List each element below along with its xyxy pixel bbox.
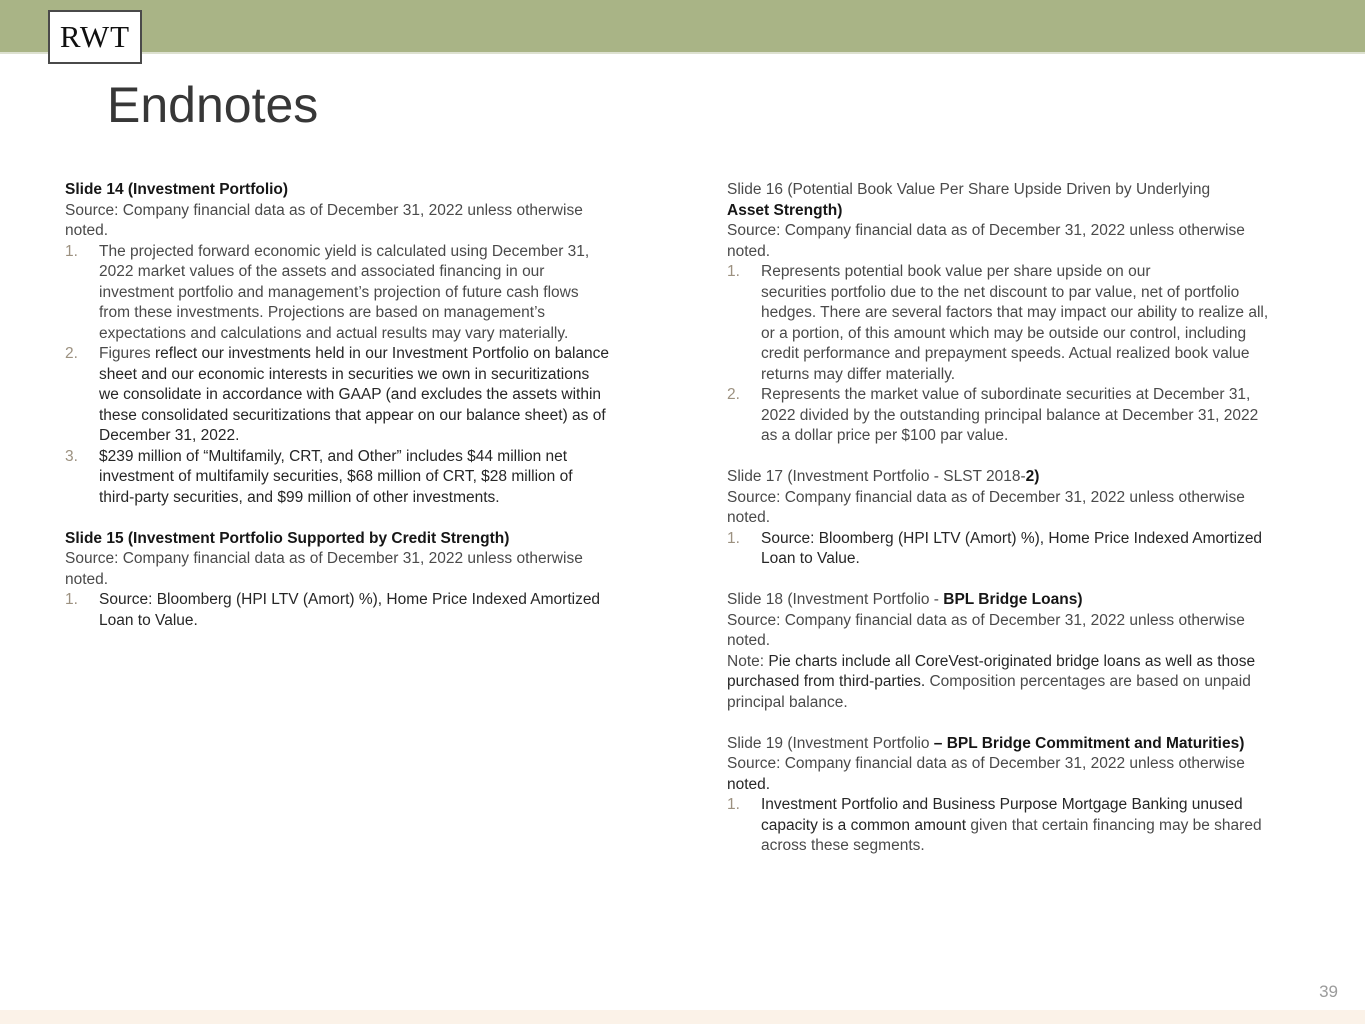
text-run: noted. xyxy=(65,570,109,588)
text-run: Source: Company financial data as of December 31, 2022 unless otherwise xyxy=(65,550,583,567)
text-run: noted. xyxy=(727,242,771,260)
text-run: December 31, 2022. xyxy=(99,427,240,444)
text-run: Slide 19 (Investment Portfolio xyxy=(727,734,934,752)
list-item xyxy=(65,344,677,447)
list-item-text xyxy=(99,242,677,345)
text-run: The projected forward economic yield is calculated using December 31, xyxy=(99,242,590,260)
text-run: Represents the market value of subordinate securities at December 31, xyxy=(761,386,1251,403)
text-run: noted. xyxy=(65,222,109,239)
text-run: 2) xyxy=(1025,468,1040,485)
section-heading xyxy=(727,467,1359,488)
list-item xyxy=(65,447,677,509)
list-item xyxy=(727,262,1359,385)
text-run: Source: Bloomberg (HPI LTV (Amort) %), Home Price Indexed Amortized xyxy=(761,529,1263,547)
text-run: as a dollar price per $100 par value. xyxy=(761,427,1009,444)
text-run: Slide 14 (Investment Portfolio) xyxy=(65,181,289,198)
list-item-text xyxy=(761,385,1359,447)
endnotes-column-left xyxy=(65,180,677,652)
list-item-text xyxy=(99,590,677,631)
text-run: 2022 divided by the outstanding principal balance at December 31, 2022 xyxy=(761,406,1259,424)
text-run: Source: Bloomberg (HPI LTV (Amort) %), Home Price Indexed Amortized xyxy=(99,591,601,608)
list-number: 1. xyxy=(65,242,78,260)
text-run: Source: Company financial data as of December 31, 2022 unless otherwise xyxy=(65,201,583,219)
text-run: sheet and our economic interests in securities we own in securitizations xyxy=(99,365,590,383)
section-heading xyxy=(727,590,1359,611)
text-run: Source: Company financial data as of December 31, 2022 unless otherwise xyxy=(727,222,1245,239)
text-run: noted. xyxy=(727,632,771,649)
list-item-text xyxy=(99,447,677,509)
list-item xyxy=(65,590,677,631)
text-run: 2022 market values of the assets and associated financing in our xyxy=(99,263,545,280)
footer-bar xyxy=(0,1010,1365,1024)
section-paragraph xyxy=(65,549,677,590)
text-run: Slide 17 (Investment Portfolio - SLST 2018- xyxy=(727,468,1026,485)
text-run: purchased from third-parties. xyxy=(727,673,926,690)
list-number: 1. xyxy=(65,591,78,608)
company-logo xyxy=(48,10,142,64)
text-run: investment portfolio and management’s projection of future cash flows xyxy=(99,283,579,301)
list-item xyxy=(65,242,677,345)
section-paragraph xyxy=(727,754,1359,795)
list-item xyxy=(727,385,1359,447)
text-run: securities portfolio due to the net discount to par value, net of portfolio xyxy=(761,283,1240,301)
list-item-text xyxy=(761,529,1359,570)
list-number: 1. xyxy=(727,796,740,813)
list-item xyxy=(727,529,1359,570)
section-heading xyxy=(65,529,677,550)
text-run: Investment Portfolio and Business Purpose Mortgage Banking unused xyxy=(761,796,1243,813)
text-run: reflect our investments held in our Investment Portfolio on balance xyxy=(155,345,610,362)
section-heading xyxy=(65,180,677,201)
text-run: Note: xyxy=(727,652,769,670)
text-run: BPL Bridge Loans) xyxy=(943,591,1083,608)
list-number: 3. xyxy=(65,447,78,465)
text-run: Source: Company financial data as of December 31, 2022 unless otherwise xyxy=(727,611,1245,629)
text-run: returns may differ materially. xyxy=(761,365,956,383)
endnote-section xyxy=(727,734,1359,857)
list-item-text xyxy=(761,262,1359,385)
section-heading xyxy=(727,180,1359,221)
text-run: Slide 15 (Investment Portfolio Supported by Credit Strength) xyxy=(65,529,510,547)
text-run: Source: Company financial data as of December 31, 2022 unless otherwise xyxy=(727,488,1245,506)
text-run: – BPL Bridge Commitment and Maturities) xyxy=(933,734,1245,752)
list-number: 2. xyxy=(727,386,740,403)
text-run: Composition percentages are based on unpaid xyxy=(925,673,1251,690)
list-item-text xyxy=(761,795,1359,857)
text-run: Loan to Value. xyxy=(761,550,860,567)
list-number: 1. xyxy=(727,529,740,547)
endnotes-column-right xyxy=(727,180,1359,877)
text-run: noted. xyxy=(727,509,771,526)
section-paragraph xyxy=(65,201,677,242)
page-number: 39 xyxy=(1319,982,1338,1001)
section-paragraph xyxy=(727,611,1359,652)
list-number: 1. xyxy=(727,263,740,280)
text-run: Asset Strength) xyxy=(727,201,843,219)
text-run: we consolidate in accordance with GAAP (and excludes the assets within xyxy=(99,386,602,403)
text-run: Slide 16 (Potential Book Value Per Share Upside Driven by Underlying xyxy=(727,181,1211,198)
text-run: these consolidated securitizations that appear on our balance sheet) as of xyxy=(99,406,606,424)
text-run: Loan to Value. xyxy=(99,611,198,629)
text-run: Slide 18 (Investment Portfolio - xyxy=(727,591,944,608)
section-paragraph xyxy=(727,652,1359,714)
text-run: expectations and calculations and actual results may vary materially. xyxy=(99,324,569,342)
section-paragraph xyxy=(727,488,1359,529)
list-number: 2. xyxy=(65,345,78,362)
text-run: third-party securities, and $99 million of other investments. xyxy=(99,488,500,506)
text-run: given that certain financing may be shared xyxy=(970,816,1262,834)
section-heading xyxy=(727,734,1359,755)
text-run: investment of multifamily securities, $68 million of CRT, $28 million of xyxy=(99,468,573,485)
text-run: credit performance and prepayment speeds. Actual realized book value xyxy=(761,345,1250,362)
text-run: Source: Company financial data as of December 31, 2022 unless otherwise xyxy=(727,755,1245,772)
company-logo-text: RWT xyxy=(59,19,131,54)
text-run: $239 million of “Multifamily, CRT, and Other” includes $44 million net xyxy=(99,447,568,465)
text-run: or a portion, of this amount which may be outside our control, including xyxy=(761,324,1247,342)
list-item xyxy=(727,795,1359,857)
text-run: principal balance. xyxy=(727,693,848,711)
text-run: from these investments. Projections are based on management’s xyxy=(99,304,546,321)
endnote-section xyxy=(727,590,1359,713)
list-item-text xyxy=(99,344,677,447)
endnote-section xyxy=(65,529,677,632)
text-run: hedges. There are several factors that may impact our ability to realize all, xyxy=(761,304,1269,321)
text-run: Represents potential book value per share upside on our xyxy=(761,263,1151,280)
text-run: noted. xyxy=(727,775,771,793)
text-run: capacity is a common amount xyxy=(761,816,971,834)
endnote-section xyxy=(65,180,677,508)
page-title: Endnotes xyxy=(107,77,319,133)
text-run: across these segments. xyxy=(761,837,925,854)
header-bar xyxy=(0,0,1365,52)
endnote-section xyxy=(727,180,1359,447)
text-run: Pie charts include all CoreVest-originated bridge loans as well as those xyxy=(768,652,1256,670)
section-paragraph xyxy=(727,221,1359,262)
text-run: Figures xyxy=(99,345,155,362)
endnote-section xyxy=(727,467,1359,570)
